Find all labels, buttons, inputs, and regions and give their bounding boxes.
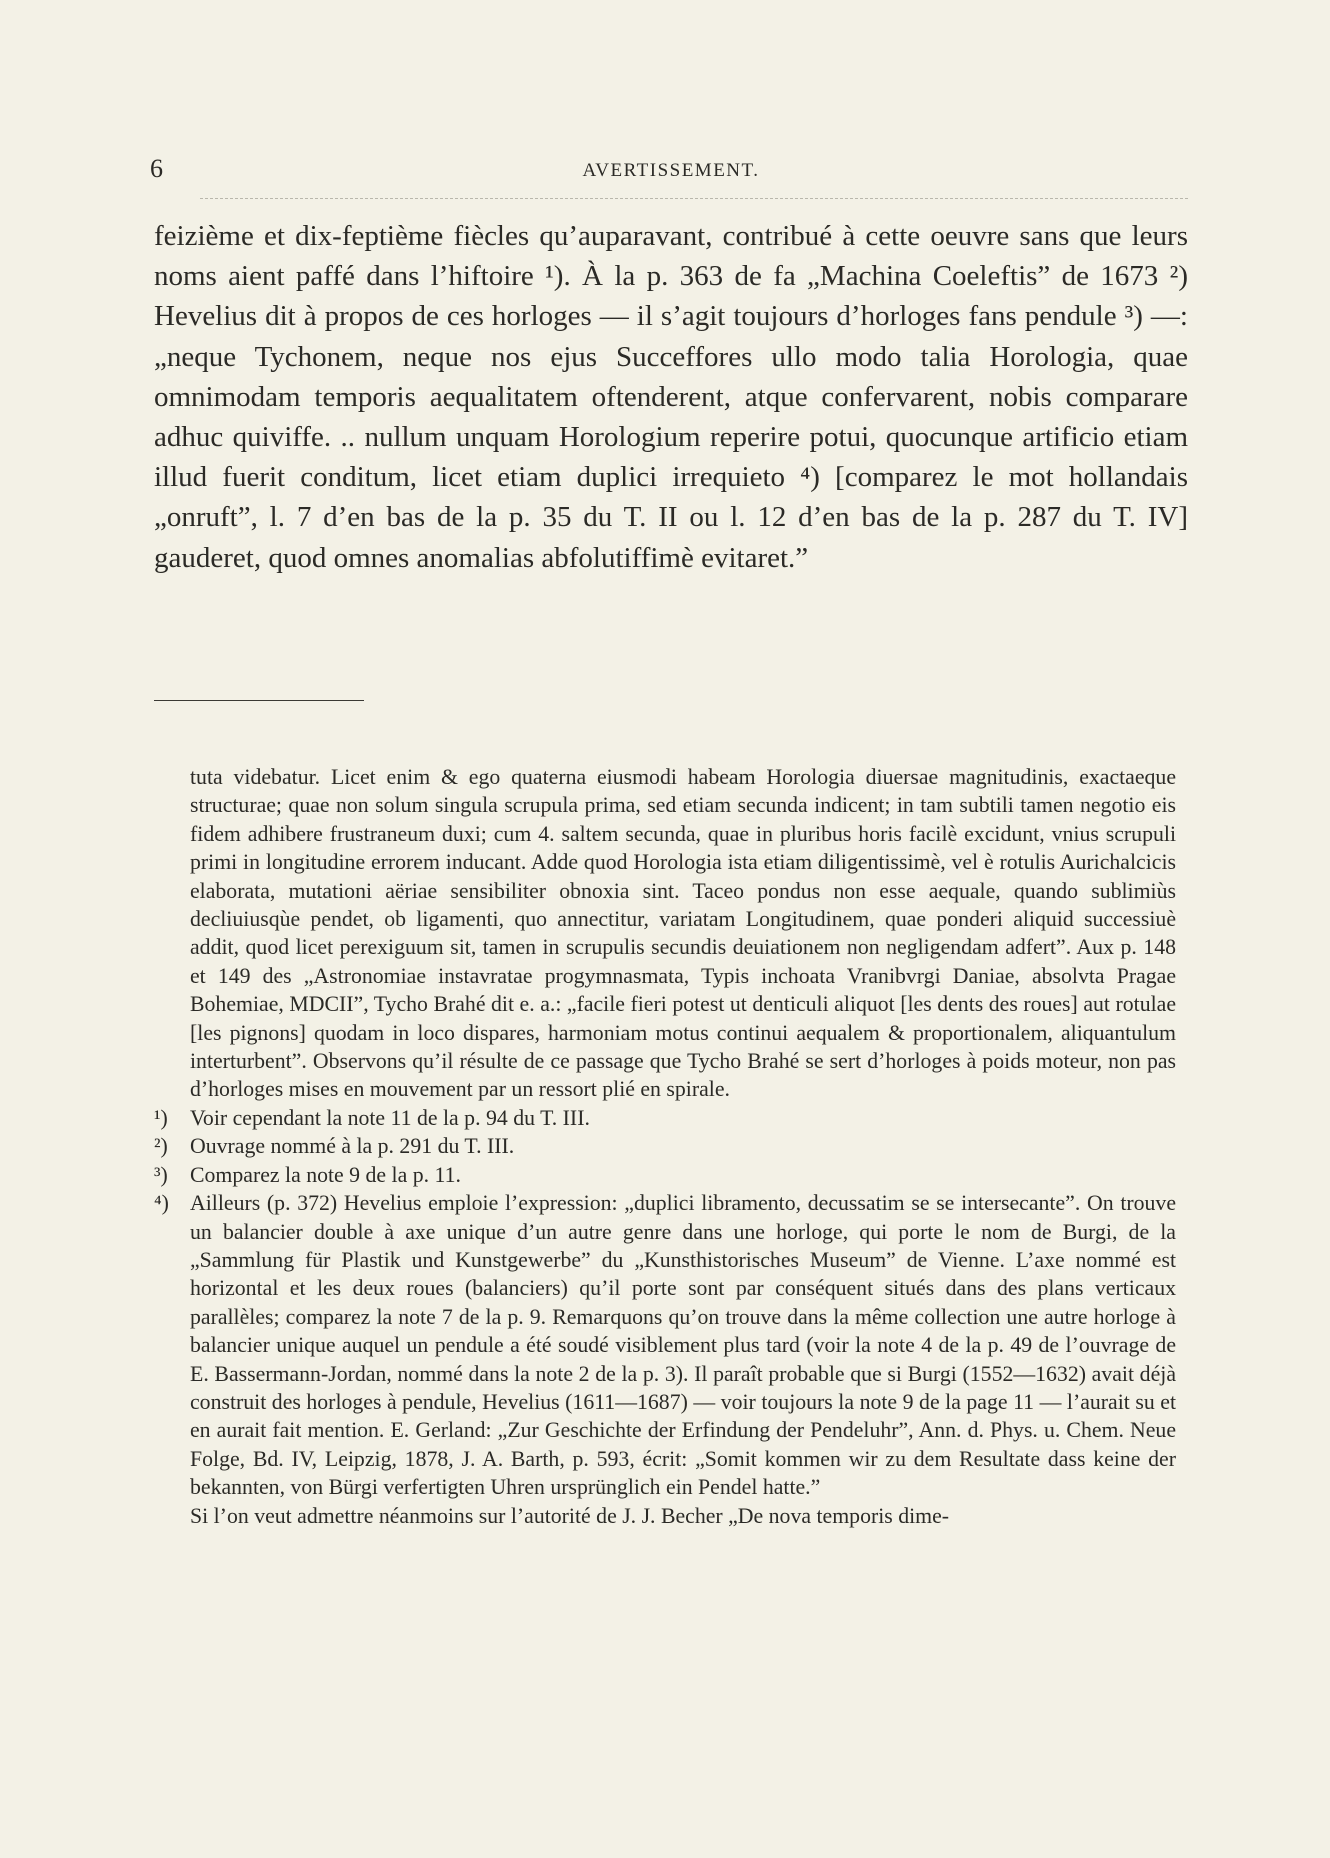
- body-paragraph: feizième et dix-feptième fiècles qu’auparavant, contribué à cette oeuvre sans que leurs noms aient paffé dans l’hiftoire ¹). À la p. 363 de fa „Machina Coeleftis” de 1673 ²) Hevelius dit à propos de ces horloges — il s’agit toujours d’horloges fans pendule ³) —: „neque Tychonem, neque nos ejus Succeffores ullo modo talia Horologia, quae omnimodam temporis aequalitatem oftenderent, atque confervarent, nobis comparare adhuc quiviffe. .. nullum unquam Horologium reperire potui, quocunque artificio etiam illud fuerit conditum, licet etiam duplici irrequieto ⁴) [comparez le mot hollandais „onruft”, l. 7 d’en bas de la p. 35 du T. II ou l. 12 d’en bas de la p. 287 du T. IV] gauderet, quod omnes anomalias abfolutiffimè evitaret.”: [154, 220, 1188, 574]
- footnote-4: [154, 1189, 1176, 1501]
- footnote-continuation: tuta videbatur. Licet enim & ego quaterna eiusmodi habeam Horologia diuersae magnitudinis, exactaeque structurae; quae non solum singula scrupula prima, sed etiam secunda indicent; in tam subtili tamen negotio eis fidem adhibere frustraneum duxi; cum 4. saltem secunda, quae in pluribus horis facilè excidunt, vnius scrupuli primi in longitudine errorem inducant. Adde quod Horologia ista etiam diligentissimè, vel è rotulis Aurichalcicis elaborata, mutationi aëriae sensibiliter obnoxia sint. Taceo pondus non esse aequale, quando sublimiùs decliuiusqùe pendet, ob ligamenti, quo annectitur, variatam Longitudinem, quae ponderi aliquid successiuè addit, quod licet perexiguum sit, tamen in scrupulis secundis deuiationem non negligendam adfert”. Aux p. 148 et 149 des „Astronomiae instavratae progymnasmata, Typis inchoata Vranibvrgi Daniae, absolvta Pragae Bohemiae, MDCII”, Tycho Brahé dit e. a.: „facile fieri potest ut denticuli aliquot [les dents des roues] aut rotulae [les pignons] quodam in loco dispares, harmoniam motus continui aequalem & proportionalem, aliquantulum interturbent”. Observons qu’il résulte de ce passage que Tycho Brahé se sert d’horloges à poids moteur, non pas d’horloges mises en mouvement par un ressort plié en spirale.: [190, 765, 1176, 1102]
- footnote-text: Si l’on veut admettre néanmoins sur l’autorité de J. J. Becher „De nova temporis dime-: [190, 1503, 950, 1528]
- running-title: AVERTISSEMENT.: [582, 160, 760, 181]
- footnote-separator: [154, 700, 364, 701]
- page-header: [150, 154, 1192, 194]
- footnote-text: Ouvrage nommé à la p. 291 du T. III.: [190, 1134, 515, 1159]
- footnote-marker: ³): [154, 1162, 168, 1187]
- footnote-continuation-paragraph: [190, 1502, 1176, 1530]
- header-rule: [200, 198, 1188, 199]
- footnote-2: [154, 1132, 1176, 1160]
- footnote-marker: ¹): [154, 1105, 168, 1130]
- footnote-text: Voir cependant la note 11 de la p. 94 du T. III.: [190, 1105, 590, 1130]
- footnote-1: [154, 1104, 1176, 1132]
- footnote-text: Ailleurs (p. 372) Hevelius emploie l’expression: „duplici libramento, decussatim se se intersecante”. On trouve un balancier double à axe unique d’un autre genre dans une horloge, qui porte le nom de Burgi, de la „Sammlung für Plastik und Kunstgewerbe” du „Kunsthistorisches Museum” de Vienne. L’axe nommé est horizontal et les deux roues (balanciers) qu’il porte sont par conséquent situés dans des plans verticaux parallèles; comparez la note 7 de la p. 9. Remarquons qu’on trouve dans la même collection une autre horloge à balancier unique auquel un pendule a été soudé visiblement plus tard (voir la note 4 de la p. 49 de l’ouvrage de E. Bassermann-Jordan, nommé dans la note 2 de la p. 3). Il paraît probable que si Burgi (1552—1632) avait déjà construit des horloges à pendule, Hevelius (1611—1687) — voir toujours la note 9 de la page 11 — l’aurait su et en aurait fait mention. E. Gerland: „Zur Geschichte der Erfindung der Pendeluhr”, Ann. d. Phys. u. Chem. Neue Folge, Bd. IV, Leipzig, 1878, J. A. Barth, p. 593, écrit: „Somit kommen wir zu dem Resultate dass keine der bekannten, von Bürgi verfertigten Uhren ursprünglich ein Pendel hatte.”: [190, 1191, 1176, 1500]
- footnote-marker: ²): [154, 1134, 168, 1159]
- page-number: 6: [150, 154, 163, 183]
- footnotes: [154, 763, 1176, 1530]
- footnote-text: Comparez la note 9 de la p. 11.: [190, 1162, 461, 1187]
- footnote-3: [154, 1161, 1176, 1189]
- footnote-marker: ⁴): [154, 1191, 169, 1216]
- main-text: [154, 216, 1188, 578]
